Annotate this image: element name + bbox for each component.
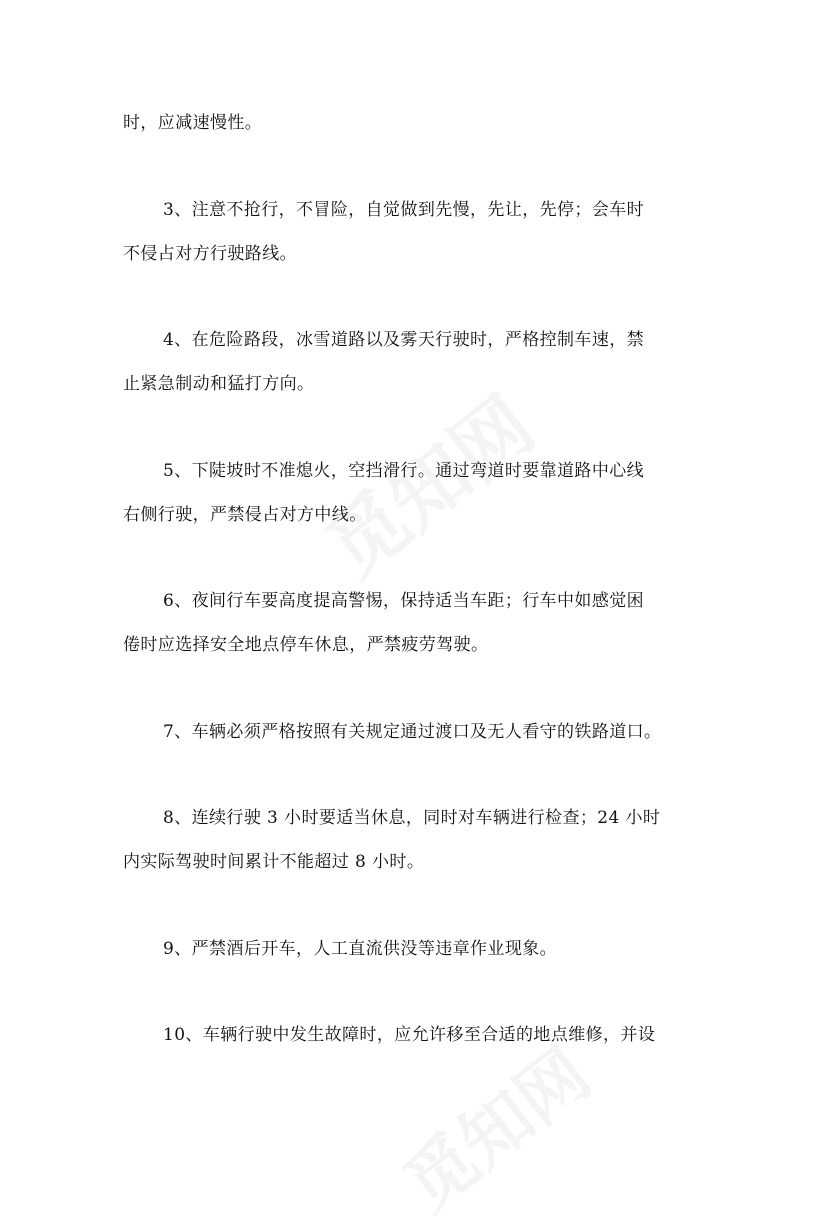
paragraph-line: 不侵占对方行驶路线。 <box>123 244 297 264</box>
paragraph-line: 止紧急制动和猛打方向。 <box>123 374 315 394</box>
paragraph-line: 右侧行驶，严禁侵占对方中线。 <box>123 505 367 525</box>
paragraph-line: 内实际驾驶时间累计不能超过 8 小时。 <box>123 852 425 872</box>
paragraph-line: 4、在危险路段，冰雪道路以及雾天行驶时，严格控制车速，禁 <box>163 330 645 350</box>
paragraph-line: 5、下陡坡时不准熄火，空挡滑行。通过弯道时要靠道路中心线 <box>163 461 645 481</box>
paragraph-line: 倦时应选择安全地点停车休息，严禁疲劳驾驶。 <box>123 635 489 655</box>
watermark-logo <box>380 1021 608 1230</box>
paragraph-line: 时，应减速慢性。 <box>123 113 263 133</box>
paragraph-line: 7、车辆必须严格按照有关规定通过渡口及无人看守的铁路道口。 <box>163 722 662 742</box>
paragraph-line: 9、严禁酒后开车，人工直流供没等违章作业现象。 <box>163 939 558 959</box>
paragraph-line: 6、夜间行车要高度提高警惕，保持适当车距；行车中如感觉困 <box>163 591 645 611</box>
paragraph-line: 3、注意不抢行，不冒险，自觉做到先慢，先让，先停；会车时 <box>163 200 645 220</box>
paragraph-line: 8、连续行驶 3 小时要适当休息，同时对车辆进行检查；24 小时 <box>163 808 661 828</box>
paragraph-line: 10、车辆行驶中发生故障时，应允许移至合适的地点维修，并设 <box>163 1025 656 1045</box>
